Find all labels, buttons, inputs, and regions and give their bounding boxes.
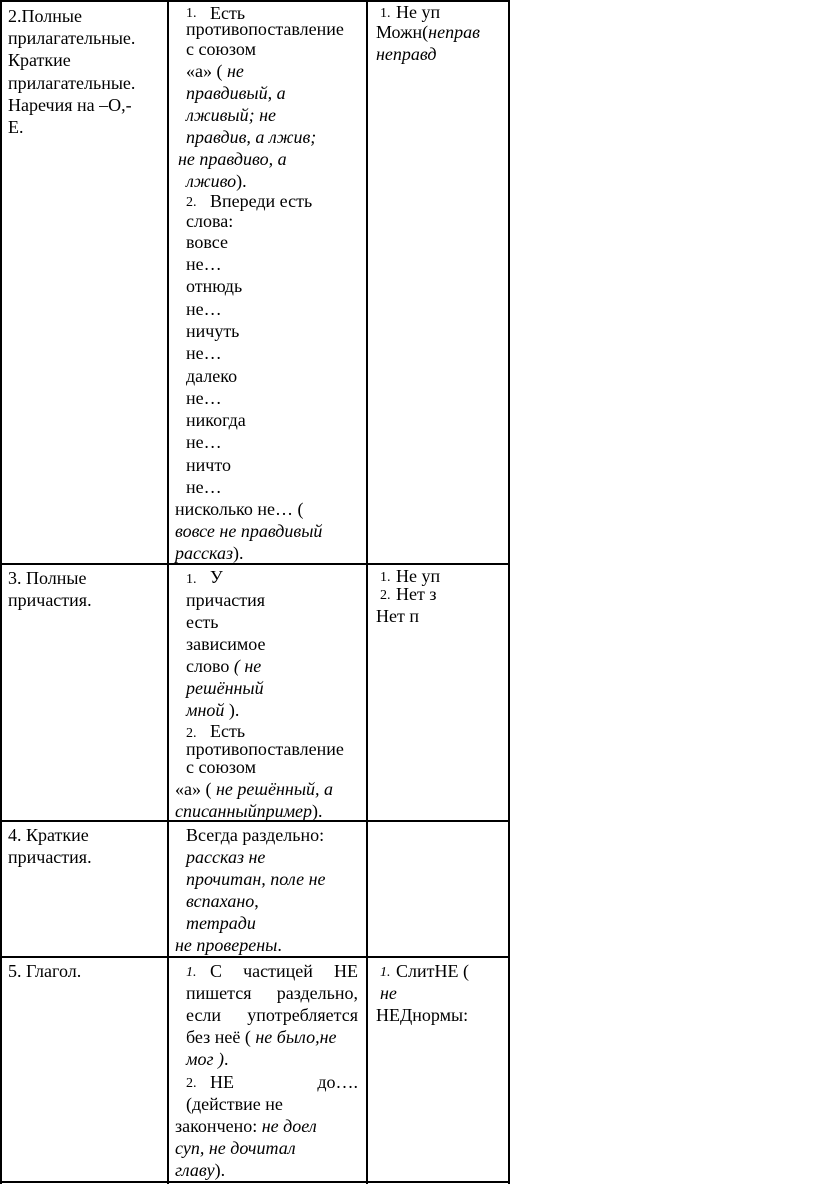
row4-col2-line3: если употребляется <box>186 1005 358 1025</box>
row1-col2-word8: не… <box>186 388 222 408</box>
row1-col1-line4: прилагательные. <box>8 73 136 93</box>
row2-col2-line4: зависимое <box>186 634 266 654</box>
row4-col2-num1: 1. <box>186 965 197 980</box>
row1-col2-line8: не правдиво, а <box>178 149 287 169</box>
row2-col3-num1: 1. <box>380 570 391 585</box>
row1-col2-line6: лживый; не <box>186 105 277 125</box>
row1-col3-line2: Можн(неправ <box>376 22 480 42</box>
row1-col2-word2: не… <box>186 254 222 274</box>
row1-col2-word5: ничуть <box>186 321 240 341</box>
row3-col2-line6: не проверены. <box>175 935 282 955</box>
row2-col2-line12: списанныйпример). <box>175 801 323 821</box>
row3-col2-line1: Всегда раздельно: <box>186 825 325 845</box>
row4-col2-line6: НЕ до…. <box>210 1072 358 1092</box>
row1-col3-line3: неправд <box>376 44 437 64</box>
row1-col2-line14: рассказ). <box>175 543 244 563</box>
row4-col1-line1: 5. Глагол. <box>8 961 82 981</box>
row1-col2-line1: Есть <box>210 3 246 23</box>
row3-col2-line3: прочитан, поле не <box>186 869 326 889</box>
column-divider-2 <box>366 0 368 1184</box>
row1-col2-line11: слова: <box>186 211 234 231</box>
row1-col1-line2: прилагательные. <box>8 28 136 48</box>
row2-col2-num2: 2. <box>186 726 197 741</box>
row2-col2-line11: «а» ( не решённый, а <box>175 779 334 799</box>
row4-col3-num1: 1. <box>380 965 391 980</box>
row4-col2-num2: 2. <box>186 1076 197 1091</box>
row1-col2-line4: «а» ( не <box>186 61 244 81</box>
row3-col2-line2: рассказ не <box>186 847 266 867</box>
row1-col2-word12: не… <box>186 477 222 497</box>
row1-col2-line13: вовсе не правдивый <box>175 521 323 541</box>
row1-col2-word9: никогда <box>186 410 246 430</box>
column-divider-1 <box>167 0 169 1184</box>
row1-col3-line1: Не уп <box>396 2 441 22</box>
row4-col2-line10: главу). <box>175 1160 226 1180</box>
table-border-right <box>508 0 510 1184</box>
row3-col1-line1: 4. Краткие <box>8 825 89 845</box>
row3-col2-line4: вспахано, <box>186 891 259 911</box>
row3-col2-line5: тетради <box>186 913 256 933</box>
row1-col2-line7: правдив, а лжив; <box>186 127 317 147</box>
row1-col2-word11: ничто <box>186 455 231 475</box>
row4-col2-line7: (действие не <box>186 1094 283 1114</box>
row2-col3-line2: Нет з <box>396 584 437 604</box>
row1-col2-word6: не… <box>186 343 222 363</box>
row2-col2-line5: слово ( не <box>186 656 262 676</box>
row1-col2-word4: не… <box>186 299 222 319</box>
row1-col2-word7: далеко <box>186 366 238 386</box>
table-border-left <box>0 0 2 1184</box>
row2-col2-line1: У <box>210 567 223 587</box>
row2-col2-num1: 1. <box>186 572 197 587</box>
row4-col2-line4: без неё ( не было,не <box>186 1027 337 1047</box>
row2-col2-line6: решённый <box>186 678 264 698</box>
table-border-bottom <box>0 1181 510 1183</box>
row2-col3-num2: 2. <box>380 588 391 603</box>
row1-col2-word10: не… <box>186 432 222 452</box>
row2-col2-line7: мной ). <box>186 700 240 720</box>
row2-col3-line3: Нет п <box>376 606 419 626</box>
row1-col2-line3: с союзом <box>186 39 256 59</box>
row2-col2-line9: противопоставление <box>186 739 344 759</box>
row1-col1-line6: Е. <box>8 117 24 137</box>
row1-col2-word1: вовсе <box>186 232 228 252</box>
row4-col3-line3: НЕДнормы: <box>376 1005 469 1025</box>
row1-col2-line9: лживо). <box>186 171 247 191</box>
row1-col1-line5: Наречия на –О,- <box>8 95 132 115</box>
row4-col2-line1: С частицей НЕ <box>210 961 358 981</box>
row3-col1-line2: причастия. <box>8 847 92 867</box>
row4-col2-line5: мог ). <box>186 1049 229 1069</box>
row1-col3-num1: 1. <box>380 6 391 21</box>
row4-col2-line8: закончено: не доел <box>175 1116 317 1136</box>
row4-col3-line2: не <box>380 983 397 1003</box>
row1-col2-num1: 1. <box>186 6 197 21</box>
row4-col2-line2: пишется раздельно, <box>186 983 358 1003</box>
row4-col3-line1: СлитНЕ ( <box>396 961 469 981</box>
row2-col2-line3: есть <box>186 612 219 632</box>
row1-col2-word3: отнюдь <box>186 276 243 296</box>
row2-col2-line8: Есть <box>210 721 246 741</box>
row1-col2-line12: нисколько не… ( <box>175 499 304 519</box>
row1-col2-line10: Впереди есть <box>210 191 313 211</box>
row2-col1-line2: причастия. <box>8 590 92 610</box>
row2-col2-line10: с союзом <box>186 757 256 777</box>
row2-col2-line2: причастия <box>186 590 266 610</box>
row1-col1-line3: Краткие <box>8 50 71 70</box>
row1-col1-line1: 2.Полные <box>8 6 82 26</box>
row1-col2-num2: 2. <box>186 195 197 210</box>
row2-col3-line1: Не уп <box>396 566 441 586</box>
row4-col2-line9: суп, не дочитал <box>175 1138 296 1158</box>
row1-col2-line2: противопоставление <box>186 19 344 39</box>
row2-col1-line1: 3. Полные <box>8 568 87 588</box>
row-divider-3 <box>0 956 510 958</box>
row1-col2-line5: правдивый, а <box>186 83 286 103</box>
